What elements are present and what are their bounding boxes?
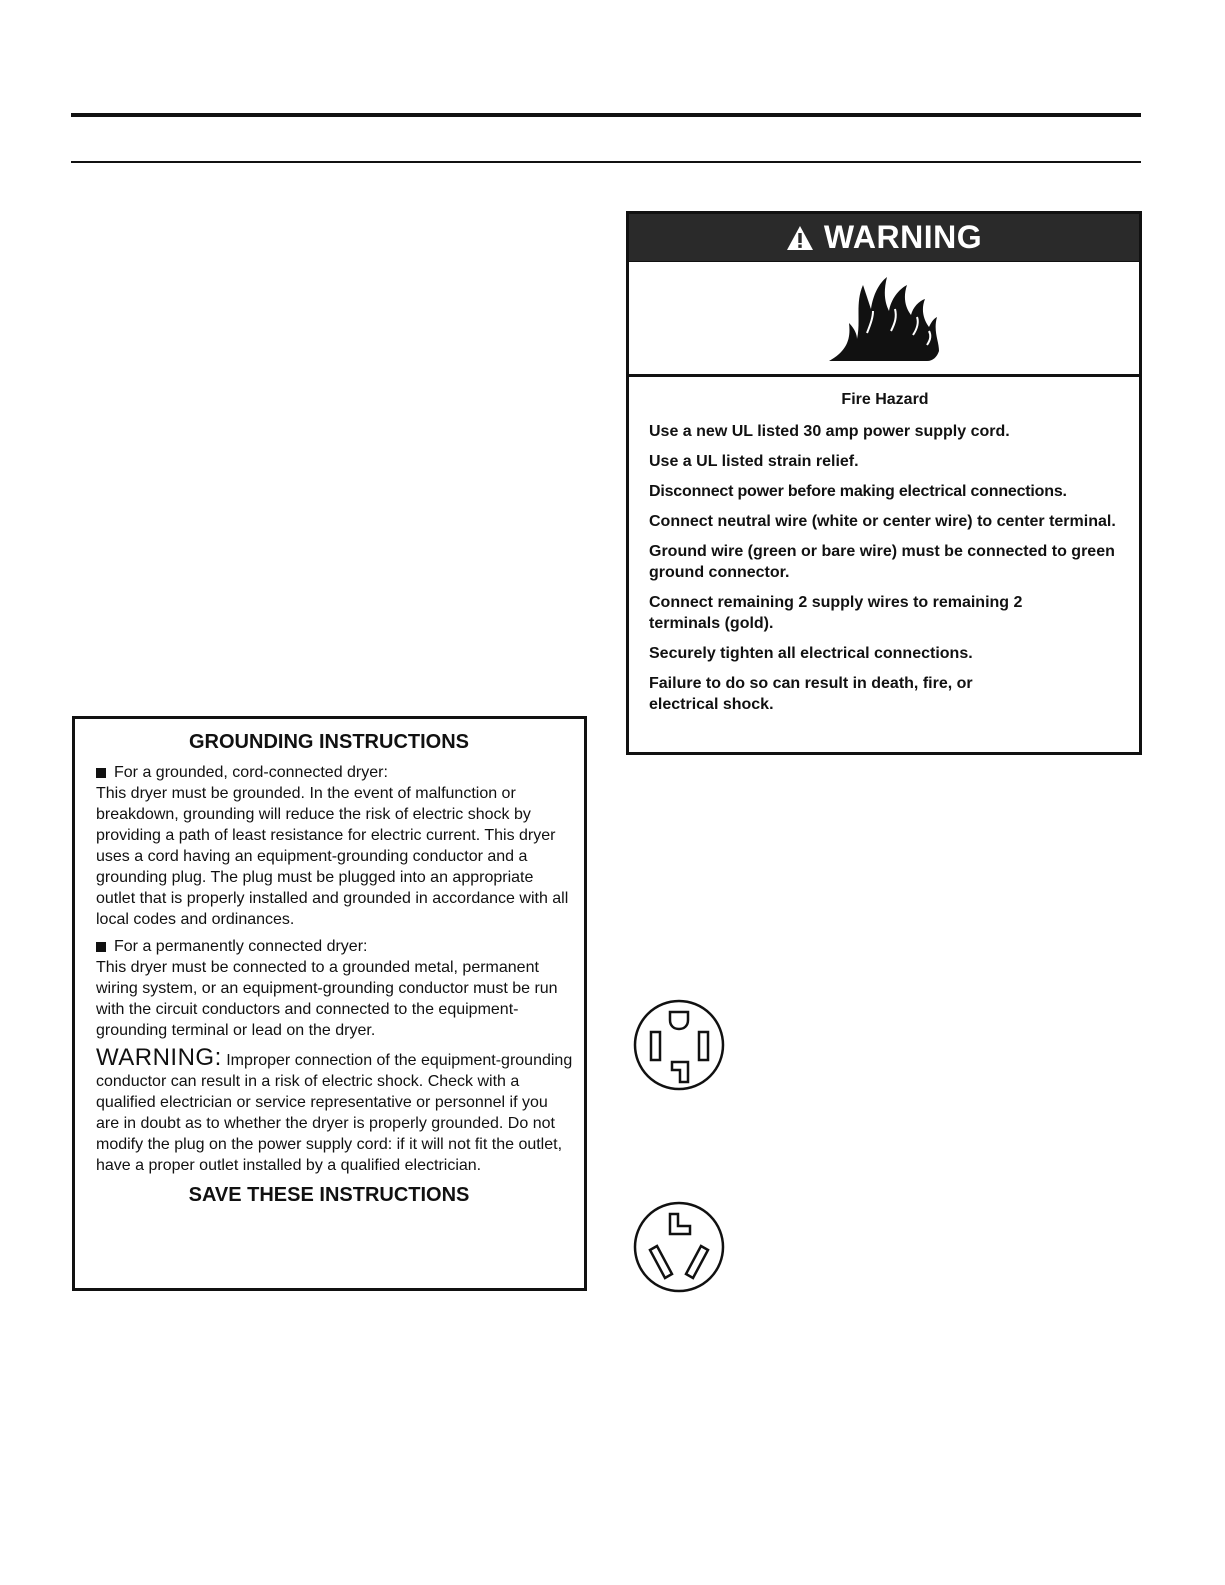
warning-header-label: WARNING	[823, 219, 983, 255]
warning-body	[629, 377, 1139, 715]
grounding-bullet-label: For a grounded, cord-connected dryer:	[114, 764, 388, 781]
4-wire-outlet	[632, 998, 726, 1097]
grounding-bullet	[96, 936, 574, 957]
warning-item: Disconnect power before making electrical connections.	[649, 483, 1067, 500]
fire-icon	[827, 273, 942, 363]
grounding-instructions-box	[72, 716, 587, 1291]
header-rule-thick	[71, 113, 1141, 117]
fire-hazard-warning-box	[626, 211, 1142, 755]
square-bullet-icon	[96, 942, 106, 952]
grounding-paragraph: This dryer must be grounded. In the event of malfunction or breakdown, grounding will reduce the risk of electric shock by providing a path of least resistance for electric current. This dryer uses a cord having an equipment-grounding conductor and a grounding plug. The plug must be plugged into an appropriate outlet that is properly installed and grounded in accordance with all local codes and ordinances.	[96, 785, 569, 928]
warning-title: Fire Hazard	[841, 391, 929, 408]
grounding-bullet-label: For a permanently connected dryer:	[114, 938, 368, 955]
warning-item: Use a new UL listed 30 amp power supply cord.	[649, 423, 1010, 440]
warning-item: Connect remaining 2 supply wires to remaining 2 terminals (gold).	[649, 594, 1023, 632]
warning-item: Failure to do so can result in death, fire, or electrical shock.	[649, 675, 973, 713]
warning-header	[629, 214, 1139, 261]
grounding-paragraph: This dryer must be connected to a grounded metal, permanent wiring system, or an equipment-grounding conductor must be run with the circuit conductors and connected to the equipment-grounding terminal or lead on the dryer.	[96, 959, 558, 1039]
3-wire-outlet-icon	[632, 1200, 726, 1294]
save-instructions-label: SAVE THESE INSTRUCTIONS	[188, 1184, 470, 1206]
grounding-title: GROUNDING INSTRUCTIONS	[189, 731, 469, 753]
4-wire-outlet-icon	[632, 998, 726, 1092]
grounding-warning-paragraph	[96, 1044, 574, 1176]
warning-item: Use a UL listed strain relief.	[649, 453, 859, 470]
grounding-warning-text: Improper connection of the equipment-grounding conductor can result in a risk of electric shock. Check with a qualified electrician or service representative or personnel if you are in doubt as to whether the dryer is properly grounded. Do not modify the plug on the power supply cord: if it will not fit the outlet, have a proper outlet installed by a qualified electrician.	[96, 1052, 573, 1174]
3-wire-outlet	[632, 1200, 726, 1299]
square-bullet-icon	[96, 768, 106, 778]
warning-item: Ground wire (green or bare wire) must be connected to green ground connector.	[649, 543, 1115, 581]
warning-triangle-icon	[786, 225, 814, 251]
grounding-warning-label: WARNING:	[96, 1044, 222, 1071]
grounding-bullet	[96, 762, 574, 783]
warning-item: Connect neutral wire (white or center wire) to center terminal.	[649, 513, 1116, 530]
warning-item: Securely tighten all electrical connections.	[649, 645, 973, 662]
fire-image-panel	[629, 261, 1139, 377]
header-rule-thin	[71, 161, 1141, 163]
